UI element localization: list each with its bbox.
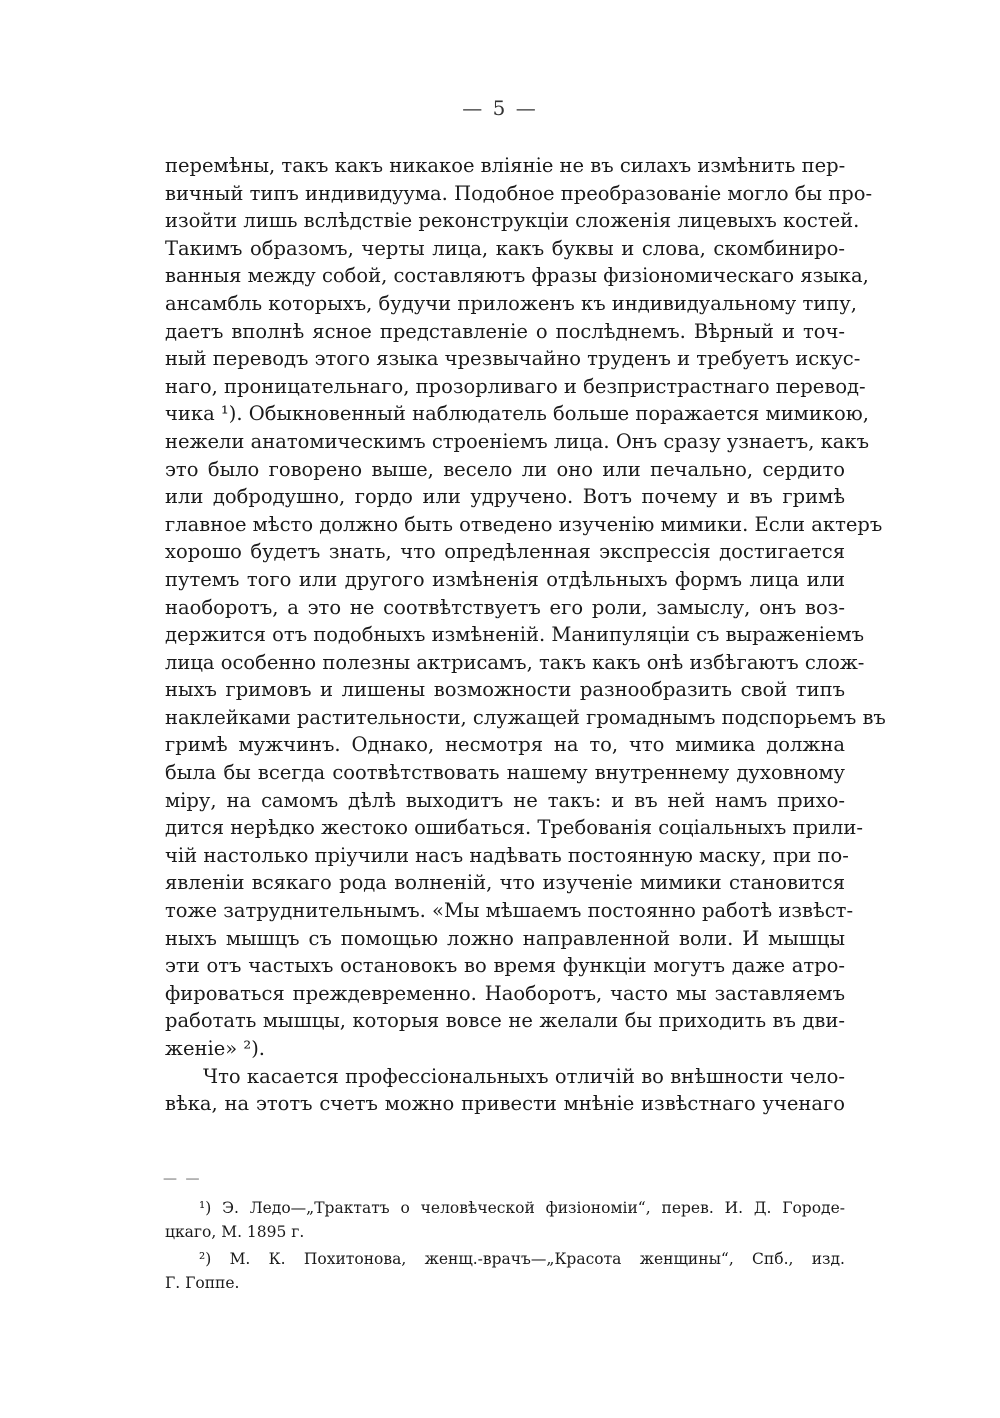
page-number: — 5 —	[462, 96, 538, 120]
text-line: міру, на самомъ дѣлѣ выходитъ не такъ: и въ ней намъ прихо-	[165, 788, 845, 812]
text-line: вичный типъ индивидуума. Подобное преобразованіе могло бы про-	[165, 181, 873, 205]
paragraph-1	[165, 152, 886, 1063]
text-line: вѣка, на этотъ счетъ можно привести мнѣніе извѣстнаго ученаго	[165, 1092, 845, 1116]
footnote-2	[165, 1247, 845, 1295]
text-line: ныхъ гримовъ и лишены возможности разнообразить свой типъ	[165, 678, 845, 702]
footnotes	[165, 1196, 845, 1295]
text-line: Что касается профессіональныхъ отличій во внѣшности чело-	[203, 1064, 845, 1088]
text-line: наклейками растительности, служащей громаднымъ подспорьемъ въ	[165, 705, 886, 729]
text-line: лица особенно полезны актрисамъ, такъ какъ онѣ избѣгаютъ слож-	[165, 650, 865, 674]
text-line: ансамбль которыхъ, будучи приложенъ къ индивидуальному типу,	[165, 291, 857, 315]
text-line: даетъ вполнѣ ясное представленіе о послѣднемъ. Вѣрный и точ-	[165, 319, 845, 343]
text-line: изойти лишь вслѣдствіе реконструкціи сложенія лицевыхъ костей.	[165, 209, 860, 233]
text-line: ныхъ мышцъ съ помощью ложно направленной воли. И мышцы	[165, 926, 845, 950]
text-line: главное мѣсто должно быть отведено изученію мимики. Если актеръ	[165, 512, 883, 536]
text-line: путемъ того или другого измѣненія отдѣльныхъ формъ лица или	[165, 567, 845, 591]
footnote-line: Г. Гоппе.	[165, 1274, 240, 1292]
body-text	[165, 152, 886, 1118]
footnote-1	[165, 1196, 845, 1244]
text-line: перемѣны, такъ какъ никакое вліяніе не въ силахъ измѣнить пер-	[165, 154, 846, 177]
text-line: нежели анатомическимъ строеніемъ лица. Онъ сразу узнаетъ, какъ	[165, 429, 870, 453]
text-line: или добродушно, гордо или удручено. Вотъ почему и въ гримѣ	[165, 485, 845, 509]
text-line: ванныя между собой, составляютъ фразы физіономическаго языка,	[165, 264, 869, 288]
footnote-line: цкаго, М. 1895 г.	[165, 1223, 305, 1241]
text-line: гримѣ мужчинъ. Однако, несмотря на то, что мимика должна	[165, 733, 845, 757]
text-line: ный переводъ этого языка чрезвычайно труденъ и требуетъ искус-	[165, 347, 861, 371]
text-line: наго, проницательнаго, прозорливаго и безпристрастнаго перевод-	[165, 374, 866, 398]
text-line: была бы всегда соотвѣтствовать нашему внутреннему духовному	[165, 761, 845, 785]
text-line: эти отъ частыхъ остановокъ во время функціи могутъ даже атро-	[165, 954, 845, 978]
text-line: работать мышцы, которыя вовсе не желали бы приходить въ дви-	[165, 1009, 845, 1033]
text-line: дится нерѣдко жестоко ошибаться. Требованія соціальныхъ прили-	[165, 816, 863, 840]
text-line: чика ¹). Обыкновенный наблюдатель больше поражается мимикою,	[165, 402, 869, 426]
text-line: фироваться преждевременно. Наоборотъ, часто мы заставляемъ	[165, 981, 845, 1005]
text-line: чій настолько пріучили насъ надѣвать постоянную маску, при по-	[165, 843, 849, 867]
footnote-separator: — —	[163, 1171, 202, 1187]
text-line: тоже затруднительнымъ. «Мы мѣшаемъ постоянно работѣ извѣст-	[165, 899, 854, 923]
text-line: женіе» ²).	[165, 1037, 266, 1060]
text-line: хорошо будетъ знать, что опредѣленная экспрессія достигается	[165, 540, 845, 564]
text-line: это было говорено выше, весело ли оно или печально, сердито	[165, 457, 845, 481]
text-line: Такимъ образомъ, черты лица, какъ буквы и слова, скомбиниро-	[165, 236, 845, 260]
text-line: держится отъ подобныхъ измѣненій. Манипуляціи съ выраженіемъ	[165, 623, 865, 647]
text-line: явленіи всякаго рода волненій, что изученіе мимики становится	[165, 871, 845, 895]
paragraph-2	[165, 1063, 845, 1118]
footnote-line: ¹) Э. Ледо—„Трактатъ о человѣческой физіономіи“, перев. И. Д. Городе-	[199, 1199, 845, 1217]
footnote-line: ²) М. К. Похитонова, женщ.-врачъ—„Красота женщины“, Спб., изд.	[199, 1250, 845, 1268]
text-line: наоборотъ, а это не соотвѣтствуетъ его роли, замыслу, онъ воз-	[165, 595, 845, 619]
